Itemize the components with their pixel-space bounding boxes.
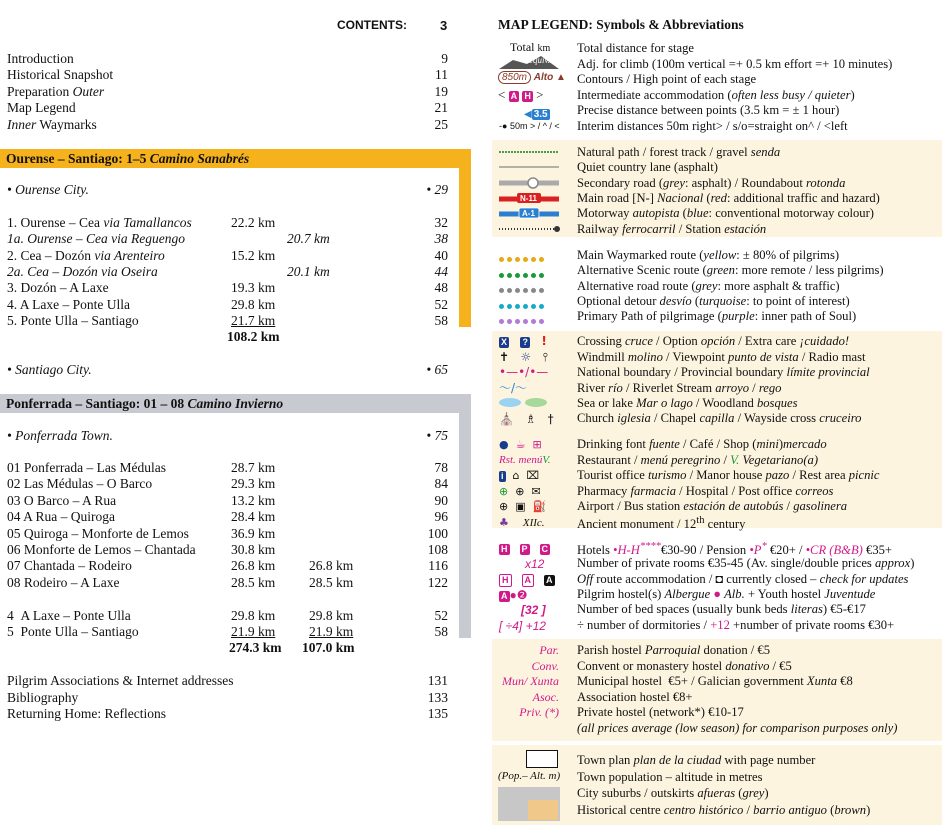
vegetarian-label: V. bbox=[542, 453, 551, 466]
dorms-label: [ ÷4] +12 bbox=[499, 618, 546, 633]
legend-entry: City suburbs / outskirts afueras (grey) bbox=[577, 786, 769, 800]
stage-page: 48 bbox=[434, 280, 448, 296]
toc-page: 25 bbox=[434, 116, 448, 132]
manor-icon: ⌂ bbox=[512, 469, 520, 482]
service-symbols bbox=[499, 437, 550, 531]
city-page: • 29 bbox=[426, 182, 448, 197]
stage-name: 03 O Barco – A Rua bbox=[7, 492, 117, 508]
stage-page: 100 bbox=[427, 525, 448, 541]
stage-km: 29.8 km bbox=[231, 296, 276, 312]
section-bar-sanabres bbox=[459, 149, 471, 327]
stage-km: 15.2 km bbox=[231, 247, 276, 263]
legend-entry: Main road [N-] Nacional (red: additional traffic and hazard) bbox=[577, 191, 880, 205]
legend-entry: Interim distances 50m right> / s/o=straight on^ / <left bbox=[577, 119, 848, 133]
road-symbols bbox=[497, 143, 561, 237]
stage-km: 28.7 km bbox=[231, 460, 276, 475]
toc-page: 11 bbox=[435, 67, 448, 83]
legend-entry: Optional detour desvío (turquoise: to point of interest) bbox=[577, 294, 850, 308]
municipal-label: Mun/ Xunta bbox=[502, 674, 559, 688]
shop-icon: ⊞ bbox=[532, 438, 542, 451]
equiv-label: equiv. bbox=[529, 55, 551, 65]
font-icon: ● bbox=[499, 438, 509, 451]
petrol-icon: ⛽ bbox=[532, 500, 547, 513]
stage-km-alt: 29.8 km bbox=[309, 608, 354, 623]
stage-km-alt: 26.8 km bbox=[309, 558, 354, 574]
youth-hostel-icon: ●❷ bbox=[509, 587, 528, 602]
century-label: XIIc. bbox=[522, 516, 545, 529]
stage-km: 28.5 km bbox=[231, 574, 276, 590]
picnic-icon: ⌧ bbox=[526, 469, 540, 482]
stage-name: 5. Ponte Ulla – Santiago bbox=[7, 312, 139, 328]
contents-page: 3 bbox=[440, 18, 448, 33]
private-label: Priv. (*) bbox=[519, 705, 559, 719]
legend-entry: Drinking font fuente / Café / Shop (mini)mercado bbox=[577, 437, 827, 451]
parish-label: Par. bbox=[539, 643, 559, 657]
toc-page: 133 bbox=[427, 689, 448, 705]
historic-centre-icon bbox=[528, 800, 558, 820]
stage-total: 274.3 km bbox=[229, 640, 282, 655]
stage-page: 52 bbox=[434, 296, 448, 312]
stage-km: 29.8 km bbox=[231, 608, 276, 623]
stage-km: 13.2 km bbox=[231, 492, 276, 508]
stage-km: 26.8 km bbox=[231, 558, 276, 574]
radio-mast-icon: ⫯ bbox=[542, 349, 548, 364]
stage-page: 116 bbox=[428, 558, 448, 574]
legend-entry: Municipal hostel €5+ / Galician government Xunta €8 bbox=[577, 674, 853, 688]
stage-page: 122 bbox=[427, 574, 448, 590]
stage-km: 21.9 km bbox=[231, 624, 276, 640]
legend-entry: Parish hostel Parroquial donation / €5 bbox=[577, 643, 771, 657]
legend-entry: Pharmacy farmacia / Hospital / Post office correos bbox=[577, 484, 834, 498]
stage-name: 07 Chantada – Rodeiro bbox=[7, 558, 132, 574]
stage-total: 108.2 km bbox=[227, 329, 280, 344]
city-entry: • Ponferrada Town. bbox=[7, 428, 113, 443]
toc-entry: Introduction bbox=[7, 51, 74, 66]
town-plan-icon bbox=[526, 750, 558, 768]
route-green-dots bbox=[499, 266, 547, 282]
stage-page: 96 bbox=[434, 509, 448, 525]
monument-icon: ♣ bbox=[499, 515, 509, 529]
total-km-symbol: Total km bbox=[510, 40, 551, 54]
legend-entry: Convent or monastery hostel donativo / €5 bbox=[577, 659, 792, 673]
stage-km: 21.7 km bbox=[231, 312, 276, 328]
contents-heading: CONTENTS: bbox=[337, 18, 407, 32]
stage-name: 06 Monforte de Lemos – Chantada bbox=[7, 542, 196, 557]
city-entry: • Ourense City. bbox=[7, 182, 89, 197]
stage-km: 22.2 km bbox=[231, 215, 276, 230]
off-route-hotel-icon: H bbox=[499, 574, 512, 587]
section-header-sanabres: Ourense – Santiago: 1–5 Camino Sanabrés bbox=[0, 149, 471, 168]
legend-entry: Number of bed spaces (usually bunk beds literas) €5-€17 bbox=[577, 602, 866, 616]
route-purple-dots bbox=[499, 312, 547, 328]
stage-name: 08 Rodeiro – A Laxe bbox=[7, 574, 120, 590]
legend-entry: Precise distance between points (3.5 km = ± 1 hour) bbox=[577, 103, 840, 117]
chapel-icon: ♗ bbox=[525, 411, 537, 426]
stage-page: 108 bbox=[427, 542, 448, 557]
river-icon: 〜/〜 bbox=[499, 380, 528, 395]
caution-icon: ! bbox=[541, 334, 547, 348]
stage-page: 58 bbox=[434, 312, 448, 328]
hostel-symbols bbox=[499, 541, 555, 634]
stage-name: 02 Las Médulas – O Barco bbox=[7, 476, 153, 492]
toc-entry: Map Legend bbox=[7, 100, 76, 116]
legend-entry: Restaurant / menú peregrino / V. Vegetariano(a) bbox=[577, 453, 819, 467]
stage-name: 3. Dozón – A Laxe bbox=[7, 280, 109, 296]
post-office-icon: ✉ bbox=[531, 484, 541, 498]
section-bar-invierno bbox=[459, 394, 471, 638]
stage-page: 84 bbox=[434, 476, 448, 492]
crossing-icon: X bbox=[501, 337, 508, 347]
legend-entry: Intermediate accommodation (often less busy / quieter) bbox=[577, 88, 855, 102]
stage-name: 01 Ponferrada – Las Médulas bbox=[7, 460, 166, 475]
legend-entry: Association hostel €8+ bbox=[577, 690, 693, 704]
legend-entry: Motorway autopista (blue: conventional motorway colour) bbox=[577, 206, 874, 220]
stage-page: 58 bbox=[434, 624, 448, 640]
stage-km: 36.9 km bbox=[231, 525, 276, 541]
legend-entry: Private hostel (network*) €10-17 bbox=[577, 705, 744, 719]
legend-entry: Town population – altitude in metres bbox=[577, 770, 763, 784]
stage-km: 28.4 km bbox=[231, 509, 276, 525]
toc-entry: Pilgrim Associations & Internet addresses bbox=[7, 673, 234, 688]
hospital-icon: ⊕ bbox=[515, 484, 525, 498]
hostel-type-labels bbox=[495, 643, 559, 721]
n11-label: N-11 bbox=[520, 194, 537, 203]
legend-entry: Off route accommodation / ◘ currently closed – check for updates bbox=[577, 572, 909, 586]
stage-name: 4. A Laxe – Ponte Ulla bbox=[7, 296, 130, 312]
stage-name: 1. Ourense – Cea via Tamallancos bbox=[7, 215, 192, 230]
stage-name: 2a. Cea – Dozón via Oseira bbox=[7, 263, 158, 279]
legend-entry: Secondary road (grey: asphalt) / Roundabout rotonda bbox=[577, 176, 846, 190]
stage-page: 52 bbox=[434, 608, 448, 623]
pension-icon: P bbox=[521, 544, 528, 554]
church-icon: ⛪ bbox=[499, 411, 514, 426]
legend-entry: National boundary / Provincial boundary límite provincial bbox=[577, 365, 870, 379]
legend-entry: Tourist office turismo / Manor house pazo / Rest area picnic bbox=[577, 468, 880, 482]
precise-distance-symbol: ◀ 3.5 bbox=[524, 109, 548, 120]
option-icon: ? bbox=[522, 337, 528, 347]
stage-page: 32 bbox=[434, 215, 448, 230]
legend-entry: Pilgrim hostel(s) Albergue ● Alb. + Youth hostel Juventude bbox=[577, 587, 876, 601]
legend-entry: Sea or lake Mar o lago / Woodland bosques bbox=[577, 396, 798, 410]
legend-entry: ÷ number of dormitories / +12 +number of private rooms €30+ bbox=[577, 618, 895, 632]
toc-entry: Returning Home: Reflections bbox=[7, 706, 166, 722]
hotel-icon: H bbox=[501, 544, 508, 554]
toc-page: 19 bbox=[434, 83, 448, 99]
legend-entry: Alternative Scenic route (green: more remote / less pilgrims) bbox=[577, 263, 884, 277]
toc-page: 135 bbox=[427, 706, 448, 722]
legend-entry: Primary Path of pilgrimage (purple: inner path of Soul) bbox=[577, 309, 857, 323]
a1-label: A-1 bbox=[522, 209, 535, 218]
legend-entry: Quiet country lane (asphalt) bbox=[577, 160, 718, 174]
toc-entry: Preparation Outer bbox=[7, 83, 105, 99]
legend-title: MAP LEGEND: Symbols & Abbreviations bbox=[498, 17, 744, 32]
airport-icon: ⊕ bbox=[499, 500, 509, 513]
stage-name: 1a. Ourense – Cea via Reguengo bbox=[7, 231, 185, 247]
stage-page: 44 bbox=[434, 263, 448, 279]
bed-spaces-label: [32 ] bbox=[521, 603, 546, 617]
section-header-invierno: Ponferrada – Santiago: 01 – 08 Camino Invierno bbox=[0, 394, 471, 413]
roundabout-icon bbox=[528, 178, 538, 188]
stage-page: 38 bbox=[434, 231, 448, 247]
legend-entry: (all prices average (low season) for comparison purposes only) bbox=[577, 721, 898, 735]
stage-name: 05 Quiroga – Monforte de Lemos bbox=[7, 525, 189, 541]
windmill-icon: ✝ bbox=[499, 349, 510, 364]
stage-page: 78 bbox=[434, 460, 448, 475]
wayside-cross-icon: † bbox=[547, 411, 554, 426]
toc-page: 21 bbox=[434, 100, 448, 116]
legend-entry: River río / Riverlet Stream arroyo / rego bbox=[577, 381, 782, 395]
legend-entry: Town plan plan de la ciudad with page number bbox=[577, 753, 816, 767]
stage-km: 30.8 km bbox=[231, 542, 276, 557]
stage-name: 2. Cea – Dozón via Arenteiro bbox=[7, 247, 165, 263]
stage-name: 4 A Laxe – Ponte Ulla bbox=[7, 608, 131, 623]
city-page: • 65 bbox=[426, 362, 448, 377]
climb-symbol bbox=[499, 54, 559, 68]
toc-page: 131 bbox=[427, 673, 448, 688]
route-turquoise-dots bbox=[499, 297, 547, 313]
stage-total-alt: 107.0 km bbox=[302, 640, 355, 655]
association-label: Asoc. bbox=[532, 689, 559, 704]
route-yellow-dots bbox=[499, 250, 547, 266]
legend-entry: Contours / High point of each stage bbox=[577, 72, 757, 86]
feature-symbols bbox=[499, 334, 554, 427]
stage-name: 5 Ponte Ulla – Santiago bbox=[7, 624, 139, 640]
stage-page: 90 bbox=[434, 492, 448, 508]
legend-entry: Number of private rooms €35-45 (Av. single/double prices approx) bbox=[577, 556, 915, 570]
legend-entry: Church iglesia / Chapel capilla / Wayside cross cruceiro bbox=[577, 411, 862, 425]
city-entry: • Santiago City. bbox=[7, 362, 92, 377]
stage-km-alt: 20.1 km bbox=[287, 263, 330, 279]
legend-entry: Airport / Bus station estación de autobús / gasolinera bbox=[577, 499, 848, 513]
station-icon bbox=[554, 226, 560, 232]
tourist-office-icon: i bbox=[501, 471, 504, 481]
private-rooms-label: x12 bbox=[525, 556, 545, 571]
route-dot-symbols bbox=[499, 250, 547, 328]
pharmacy-icon: ⊕ bbox=[499, 484, 509, 498]
stage-km-alt: 28.5 km bbox=[309, 574, 354, 590]
legend-entry: Natural path / forest track / gravel senda bbox=[577, 145, 781, 159]
stage-km-alt: 21.9 km bbox=[309, 624, 354, 640]
contour-symbol: 850m Alto ▲ bbox=[498, 72, 566, 83]
bus-icon: ▣ bbox=[515, 500, 526, 513]
city-page: • 75 bbox=[426, 428, 448, 443]
legend-entry: Historical centre centro histórico / barrio antiguo (brown) bbox=[577, 803, 871, 817]
stage-name: 04 A Rua – Quiroga bbox=[7, 509, 115, 525]
legend-entry: Main Waymarked route (yellow: ± 80% of pilgrims) bbox=[577, 248, 840, 262]
viewpoint-icon: ☼ bbox=[520, 349, 532, 364]
accommodation-symbol: < A H > bbox=[498, 87, 544, 102]
stage-page: 40 bbox=[434, 247, 448, 263]
toc-entry: Historical Snapshot bbox=[7, 67, 114, 83]
population-label: (Pop.– Alt. m) bbox=[498, 770, 561, 782]
boundary-icon: •—•/•— bbox=[499, 365, 549, 379]
cafe-icon: ☕ bbox=[515, 438, 526, 451]
sea-icon bbox=[499, 398, 521, 407]
interim-distance-symbol: -● 50m > / ^ / < bbox=[499, 121, 560, 131]
legend-entry: Total distance for stage bbox=[577, 41, 694, 55]
toc-entry: Inner Waymarks bbox=[7, 116, 97, 132]
closed-icon: A bbox=[546, 575, 553, 585]
woodland-icon bbox=[525, 398, 547, 407]
toc-entry: Bibliography bbox=[7, 689, 79, 705]
stage-km: 29.3 km bbox=[231, 476, 276, 492]
route-grey-dots bbox=[499, 281, 547, 297]
legend-entry: Alternative road route (grey: more asphalt & traffic) bbox=[577, 279, 840, 293]
stage-km: 19.3 km bbox=[231, 280, 276, 296]
albergue-icon: A bbox=[501, 590, 508, 601]
legend-entry: Hotels •H-H****€30-90 / Pension •P* €20+ / •CR (B&B) €35+ bbox=[577, 541, 893, 558]
legend-entry: Ancient monument / 12th century bbox=[577, 515, 746, 532]
legend-entry: Crossing cruce / Option opción / Extra care ¡cuidado! bbox=[577, 334, 850, 348]
toc-page: 9 bbox=[441, 51, 448, 66]
legend-entry: Railway ferrocarril / Station estación bbox=[577, 222, 767, 236]
legend-entry: Adj. for climb (100m vertical =+ 0.5 km effort =+ 10 minutes) bbox=[577, 57, 893, 71]
stage-km-alt: 20.7 km bbox=[287, 231, 330, 247]
off-route-albergue-icon: A bbox=[522, 574, 535, 587]
convent-label: Conv. bbox=[531, 658, 559, 673]
restaurant-label: Rst. menú bbox=[499, 453, 543, 466]
cr-icon: C bbox=[541, 544, 549, 554]
legend-entry: Windmill molino / Viewpoint punto de vista / Radio mast bbox=[577, 350, 866, 364]
